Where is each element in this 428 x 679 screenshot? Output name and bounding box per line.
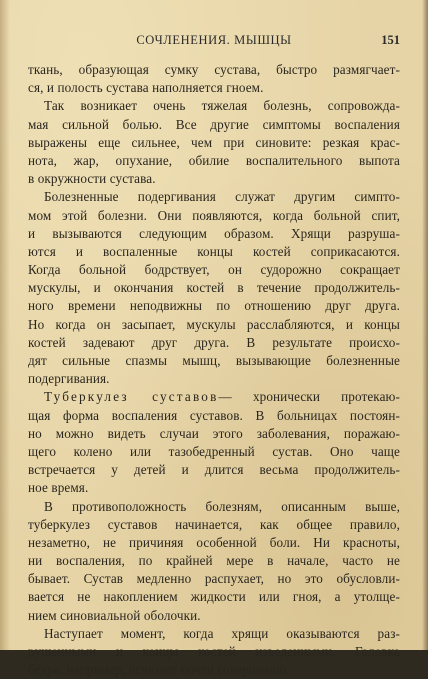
text-line: ются и воспаленные концы костей соприкасаются.: [28, 243, 400, 259]
text-line: костей задевают друг друга. В результате происхо-: [28, 334, 400, 350]
text-line: бедра, например, исчезает почти совершенно.: [28, 662, 290, 678]
text-line: и вызываются следующим образом. Хрящи разруша-: [28, 225, 400, 241]
text-line: щего колено или тазобедренный сустав. Оно чаще: [28, 443, 400, 459]
spaced-term: Туберкулез суставов: [44, 389, 219, 405]
text-line: [28, 388, 400, 406]
text-line: щая форма воспаления суставов. В больницах постоян-: [28, 407, 400, 423]
text-line: подергивания.: [28, 371, 110, 387]
text-line: Когда больной бодрствует, он судорожно сокращает: [28, 262, 400, 278]
text-line: дят сильные спазмы мышц, вызывающие болезненные: [28, 353, 400, 368]
text-line: незаметно, не причиняя особенной боли. Ни красноты,: [28, 534, 400, 550]
text-line: мускулы, и окончания костей в течение продолжитель-: [28, 280, 400, 296]
text-line: Болезненные подергивания служат другим симпто-: [44, 189, 400, 205]
running-title: СОЧЛЕНЕНИЯ. МЫШЦЫ: [136, 33, 292, 47]
text-line: мая сильной болью. Все другие симптомы воспаления: [28, 116, 400, 132]
text-line: выражены еще сильнее, чем при синовите: резкая крас-: [28, 134, 400, 150]
page-edge-shadow-left: [0, 0, 10, 650]
text-line: ткань, образующая сумку сустава, быстро размягчает-: [28, 62, 400, 77]
body-text: [28, 61, 400, 679]
text-line: В противоположность болезням, описанным выше,: [44, 498, 400, 514]
text-line: бывает. Сустав медленно распухает, но это обусловли-: [28, 571, 400, 587]
text-line: ное время.: [28, 480, 89, 496]
page-edge-shadow-right: [422, 0, 428, 650]
text-line: Наступает момент, когда хрящи оказываются раз-: [44, 625, 400, 641]
text-line: нием синовиальной оболочки.: [28, 607, 201, 623]
text-line: вается не накоплением жидкости или гноя, а утолще-: [28, 589, 400, 605]
text-line: Но когда он засыпает, мускулы расслабляются, и концы: [28, 316, 400, 332]
text-line: ного времени неподвижны по отношению друг друга.: [28, 298, 400, 314]
line-text: — хронически протекаю-: [218, 389, 400, 405]
text-line: туберкулез суставов начинается, как общее правило,: [28, 516, 400, 532]
text-line: рушенными и концы костей изъеденными. Головка: [28, 644, 400, 659]
text-line: встречается у детей и длится весьма продолжитель-: [28, 462, 400, 478]
text-line: но можно видеть случаи этого заболевания, поражаю-: [28, 425, 400, 441]
page-number: 151: [381, 33, 400, 47]
text-line: мом этой болезни. Они появляются, когда больной спит,: [28, 207, 400, 223]
running-head: [28, 33, 400, 51]
text-line: нота, жар, опухание, обилие воспалительного выпота: [28, 152, 400, 168]
text-line: ся, и полость сустава наполняется гноем.: [28, 80, 264, 96]
text-line: Так возникает очень тяжелая болезнь, сопровожда-: [44, 98, 400, 114]
text-line: в окружности сустава.: [28, 171, 156, 187]
text-line: ни воспаления, по крайней мере в начале, часто не: [28, 553, 400, 569]
